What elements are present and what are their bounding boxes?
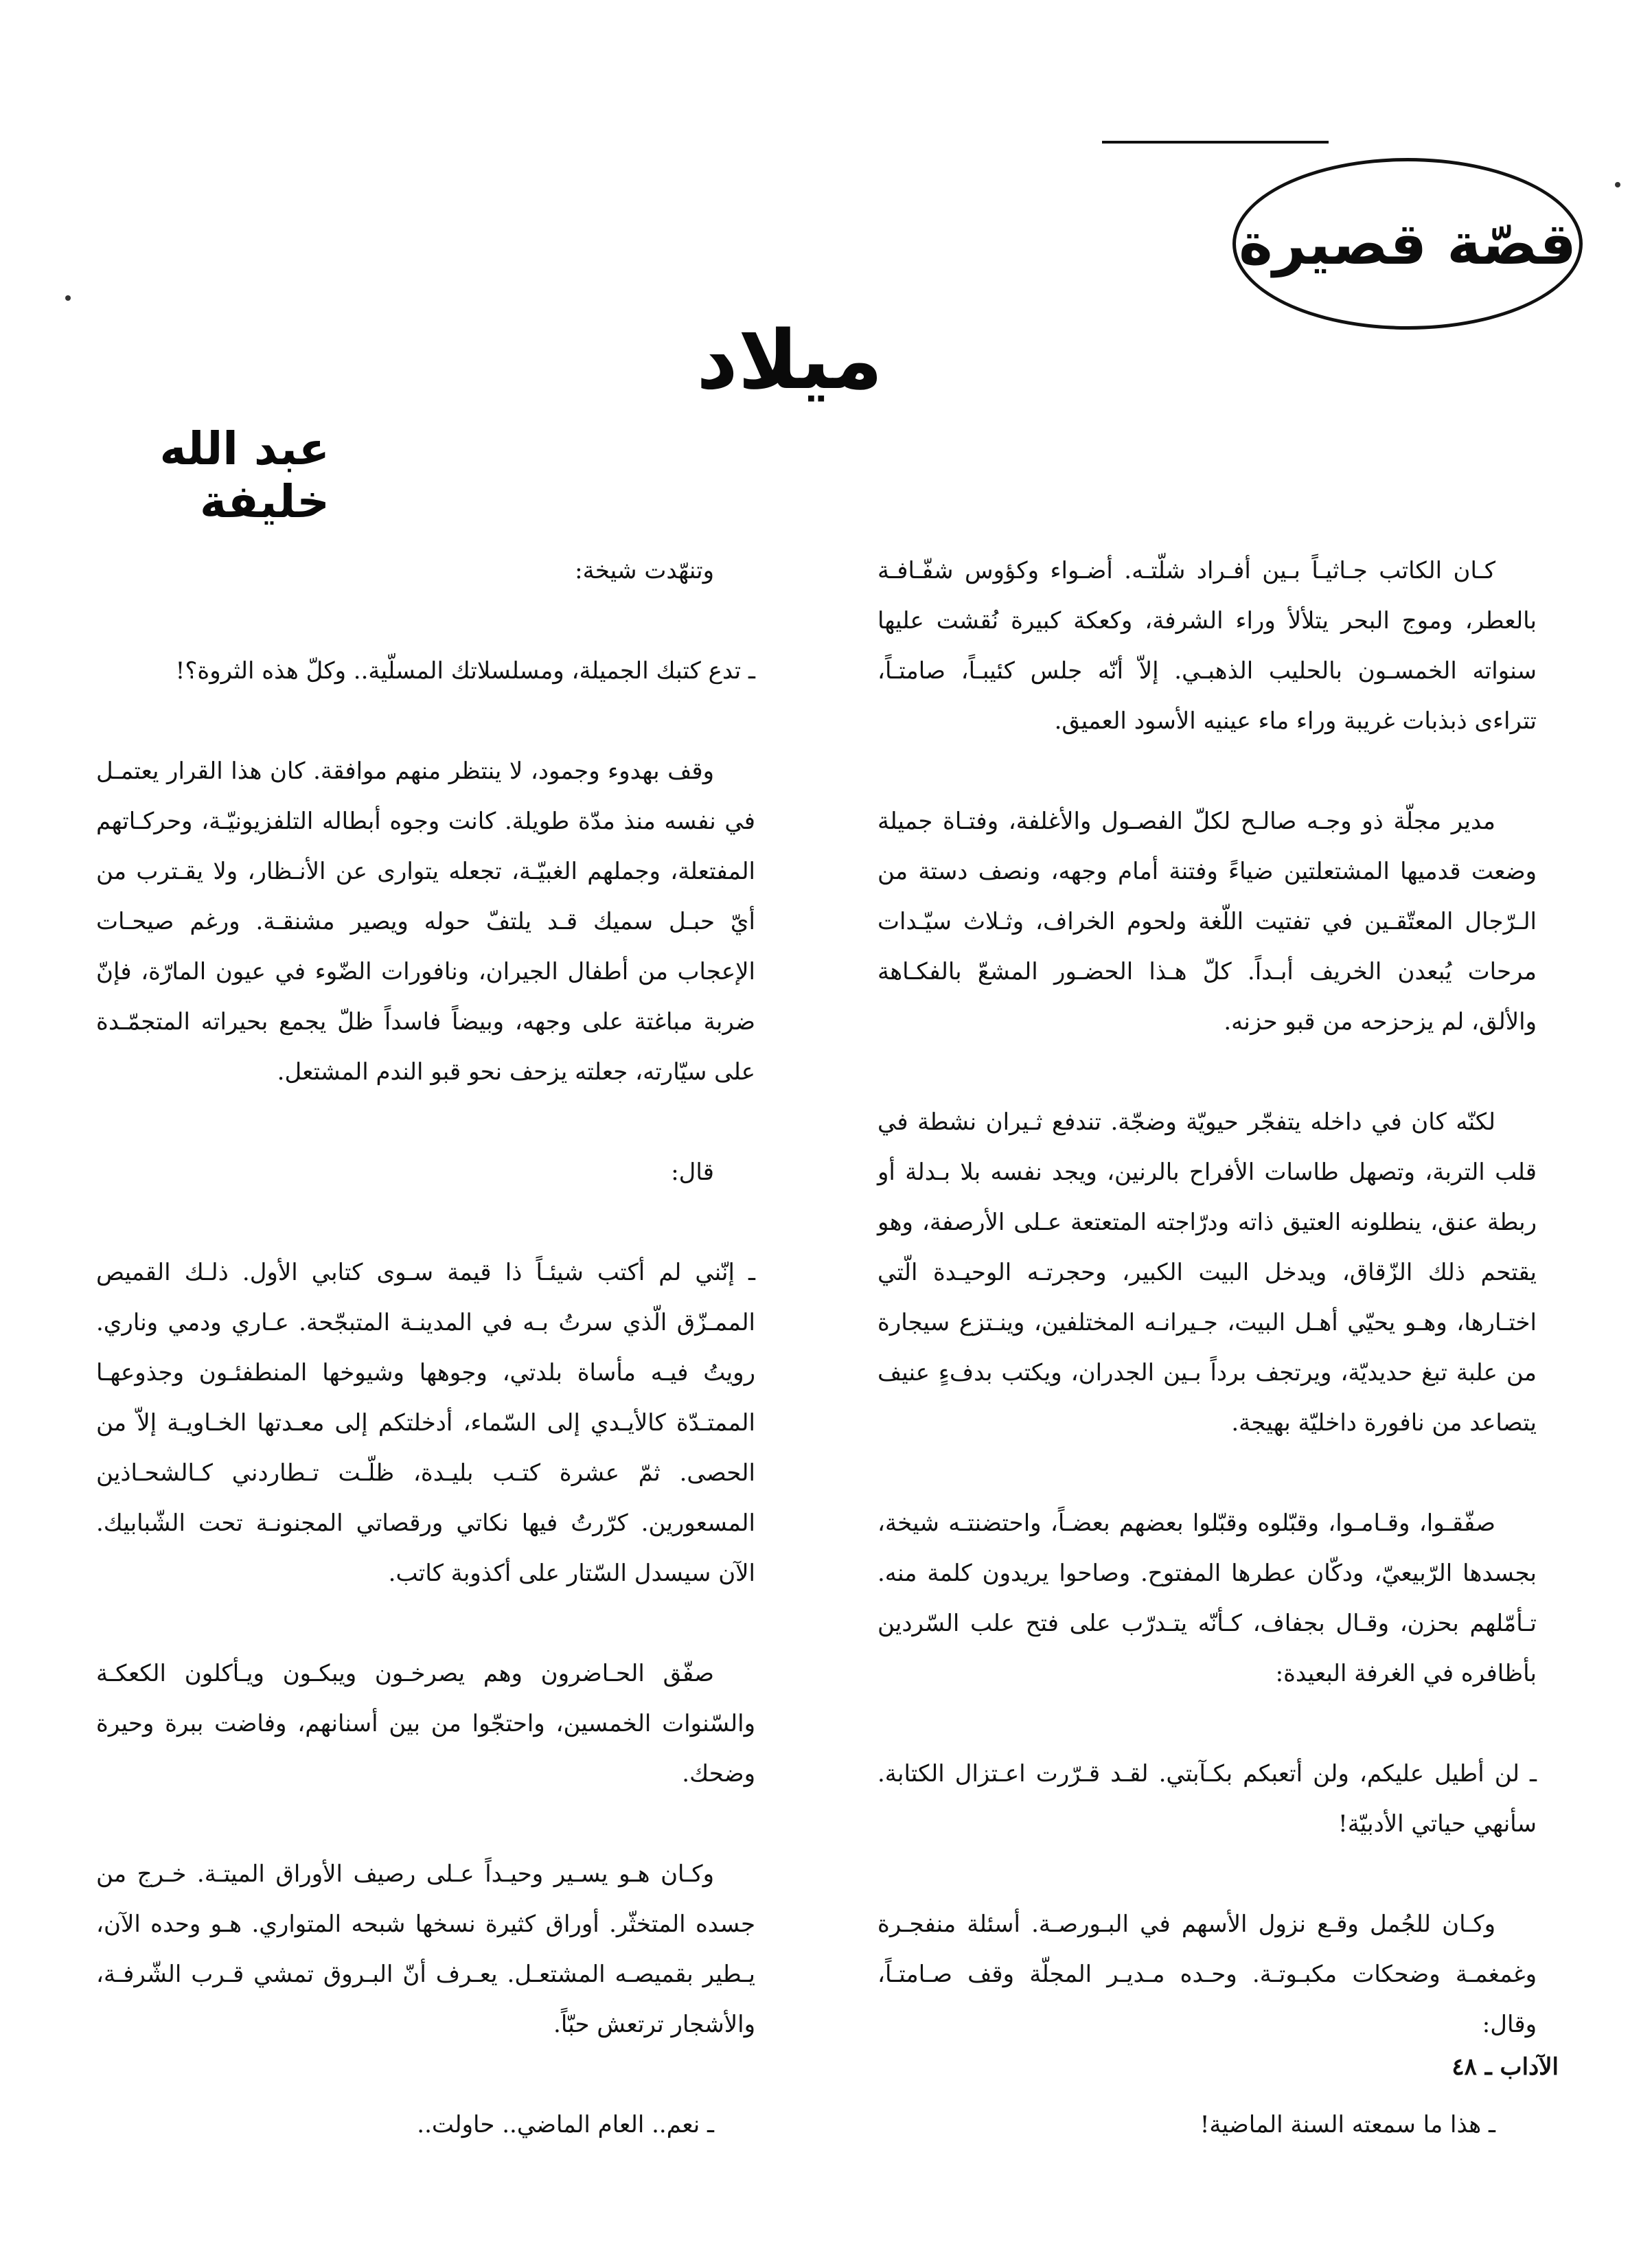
right-column [877, 546, 1537, 2200]
paragraph: قال: [671, 1158, 714, 1186]
paragraph: وكـان هـو يسـير وحيـداً عـلى رصيف الأوراق الميتـة. خـرج من جسده المتخثّر. أوراق كثيرة نسخها شبحه المتواري. هـو وحده الآن، يـطير بقميصـه المشتعـل. يعـرف أنّ البـروق تمشي قـرب الشّرفـة، والأشجار ترتعش حبّاً. [96, 1860, 755, 2038]
paragraph: وكـان للجُمل وقـع نزول الأسهم في البـورصـة. أسئلة منفجـرة وغمغمـة وضحكات مكبـوتـة. وحـده مـديـر المجلّة وقف صـامتـاً، وقال: [877, 1910, 1537, 2038]
print-speck [65, 295, 71, 301]
paragraph: ـ تدع كتبك الجميلة، ومسلسلاتك المسلّية.. وكلّ هذه الثروة؟! [175, 657, 755, 685]
paragraph: ـ نعم.. العام الماضي.. حاولت.. [417, 2111, 714, 2138]
section-label: قصّة قصيرة [1239, 210, 1576, 277]
paragraph: صفّقـوا، وقـامـوا، وقبّلوه وقبّلوا بعضهم بعضـاً، واحتضنتـه شيخة، بجسدها الرّبيعيّ، ودكّان عطرها المفتوح. وصاحوا يريدون كلمة منه. تـأمّلهم بحزن، وقـال بجفاف، كـأنّه يتـدرّب على فتح علب السّردين بأظافره في الغرفة البعيدة: [877, 1509, 1537, 1687]
paragraph: وتنهّدت شيخة: [575, 557, 714, 584]
story-title: ميلاد [696, 312, 883, 407]
left-column [96, 546, 755, 2200]
paragraph: مدير مجلّة ذو وجـه صالـح لكلّ الفصـول والأغلفة، وفتـاة جميلة وضعت قدميها المشتعلتين ضياءً وفتنة أمام وجهه، ونصف دستة من الـرّجال المعتّقـين في تفتيت اللّغة ولحوم الخراف، وثـلاث سيّـدات مرحات يُبعدن الخريف أبـداً. كلّ هـذا الحضـور المشعّ بالفكـاهة والألق، لم يزحزحه من قبو حزنه. [877, 808, 1537, 1036]
paragraph: ـ لن أطيل عليكم، ولن أتعبكم بكـآبتي. لقـد قـرّرت اعـتزال الكتابة. سأنهي حياتي الأدبيّة! [877, 1760, 1537, 1838]
paragraph: لكنّه كان في داخله يتفجّر حيويّة وضجّة. تندفع ثـيران نشطة في قلب التربة، وتصهل طاسات الأفراح بالرنين، ويجد نفسه بلا بـدلة أو ربطة عنق، ينطلونه العتيق ذاته ودرّاجته المتعتعة عـلى الأرصفة، وهو يقتحم ذلك الزّقاق، ويدخل البيت الكبير، وحجرتـه الوحيـدة الّتي اختـارها، وهـو يحيّي أهـل البيت، جـيرانـه المختلفين، وينـتزع سيجارة من علبة تبغ حديديّة، ويرتجف برداً بـين الجدران، ويكتب بدفءٍ عنيف يتصاعد من نافورة داخليّة بهيجة. [877, 1108, 1537, 1437]
paragraph: ـ هذا ما سمعته السنة الماضية! [1200, 2111, 1495, 2138]
header-rule [1102, 141, 1329, 144]
author-name: عبد الله خليفة [159, 422, 330, 528]
paragraph: وقف بهدوء وجمود، لا ينتظر منهم موافقة. كان هذا القرار يعتمـل في نفسه منذ مدّة طويلة. كانت وجوه أبطاله التلفزيونيّـة، وحركـاتهم المفتعلة، وجملهم الغبيّـة، تجعله يتوارى عن الأنـظار، ولا يقـترب من أيّ حبـل سميك قـد يلتفّ حوله ويصير مشنقـة. ورغم صيحـات الإعجاب من أطفال الجيران، ونافورات الضّوء في عيون المارّة، فإنّ ضربة مباغتة على وجهه، وبيضاً فاسداً ظلّ يجمع بحيراته المتجمّـدة على سيّارته، جعلته يزحف نحو قبو الندم المشتعل. [96, 757, 755, 1086]
section-badge [1232, 158, 1583, 330]
print-speck [1615, 182, 1620, 187]
paragraph: صفّق الحـاضرون وهم يصرخـون ويبكـون ويـأكلون الكعكـة والسّنوات الخمسين، واحتجّوا من بين أسنانهم، وفاضت ببرة وحيرة وضحك. [96, 1660, 755, 1788]
paragraph: كـان الكاتب جـاثيـاً بـين أفـراد شلّتـه. أضـواء وكؤوس شفّـافـة بالعطر، وموج البحر يتلألأ وراء الشرفة، وكعكة كبيرة نُقشت عليها سنواته الخمسـون بالحليب الذهبـي. إلاّ أنّه جلس كئيبـاً، صامتـاً، تتراءى ذبذبات غريبة وراء ماء عينيه الأسود العميق. [877, 557, 1537, 735]
page-footer: الآداب ـ ٤٨ [1452, 2053, 1559, 2081]
paragraph: ـ إنّني لم أكتب شيئـاً ذا قيمة سـوى كتابي الأول. ذلـك القميص الممـزّق الّذي سرتُ بـه في المدينـة المتبجّحة. عـاري ودمي وناري. رويتُ فيـه مأساة بلدتي، وجوهها وشيوخها المنطفئـون وجذوعهـا الممتـدّة كالأيـدي إلى السّماء، أدخلتكم إلى معـدتها الخـاويـة إلاّ من الحصى. ثمّ عشرة كتـب بليـدة، ظلّـت تـطاردني كـالشحـاذين المسعورين. كرّرتُ فيها نكاتي ورقصاتي المجنونـة تحت الشّبابيك. الآن سيسدل السّتار على أكذوبة كاتب. [96, 1259, 755, 1587]
